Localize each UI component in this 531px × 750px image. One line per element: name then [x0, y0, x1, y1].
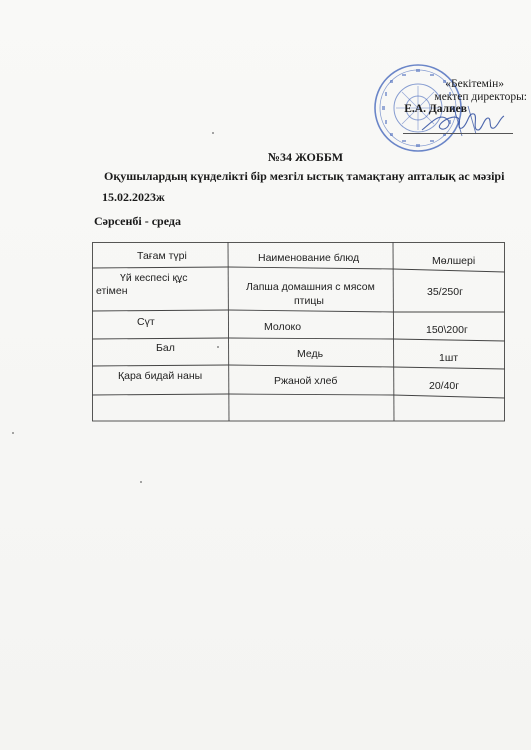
row1-quantity: 35/250г	[427, 286, 463, 298]
scan-speck	[140, 481, 142, 483]
row2-quantity: 150\200г	[426, 324, 468, 336]
header-quantity: Мөлшері	[432, 255, 476, 267]
header-ru-dish: Наименование блюд	[258, 252, 360, 264]
menu-title: Оқушылардың күнделікті бір мезгіл ыстық тамақтану апталық ас мәзірі	[104, 169, 505, 183]
header-kz-dish: Тағам түрі	[137, 250, 187, 262]
director-signature-icon	[418, 100, 508, 140]
day-of-week: Сәрсенбі - среда	[94, 214, 181, 228]
signature-line	[403, 133, 513, 134]
row3-quantity: 1шт	[439, 352, 459, 364]
approval-title: «Бекітемін»	[445, 78, 504, 90]
approval-director-name: Е.А. Далиев	[404, 103, 467, 115]
row1-kz-dish-cont: етімен	[96, 285, 128, 297]
row1-ru-dish: Лапша домашния с мясом	[246, 281, 375, 293]
row3-kz-dish: Бал	[156, 342, 175, 354]
approval-position: мектеп директоры:	[434, 91, 527, 103]
school-name-heading: №34 ЖОББМ	[267, 150, 344, 164]
scan-speck	[212, 132, 214, 134]
row3-ru-dish: Медь	[297, 348, 324, 360]
row2-kz-dish: Сүт	[137, 316, 155, 328]
row4-kz-dish: Қара бидай наны	[118, 370, 203, 382]
row1-kz-dish: Үй кеспесі құс	[120, 272, 188, 284]
row2-ru-dish: Молоко	[264, 321, 302, 333]
row4-quantity: 20/40г	[429, 380, 460, 392]
row1-ru-dish-cont: птицы	[294, 295, 324, 307]
menu-date: 15.02.2023ж	[102, 190, 165, 204]
row4-ru-dish: Ржаной хлеб	[274, 375, 338, 387]
scan-speck	[217, 346, 219, 348]
menu-table	[92, 242, 505, 422]
scan-speck	[12, 432, 14, 434]
